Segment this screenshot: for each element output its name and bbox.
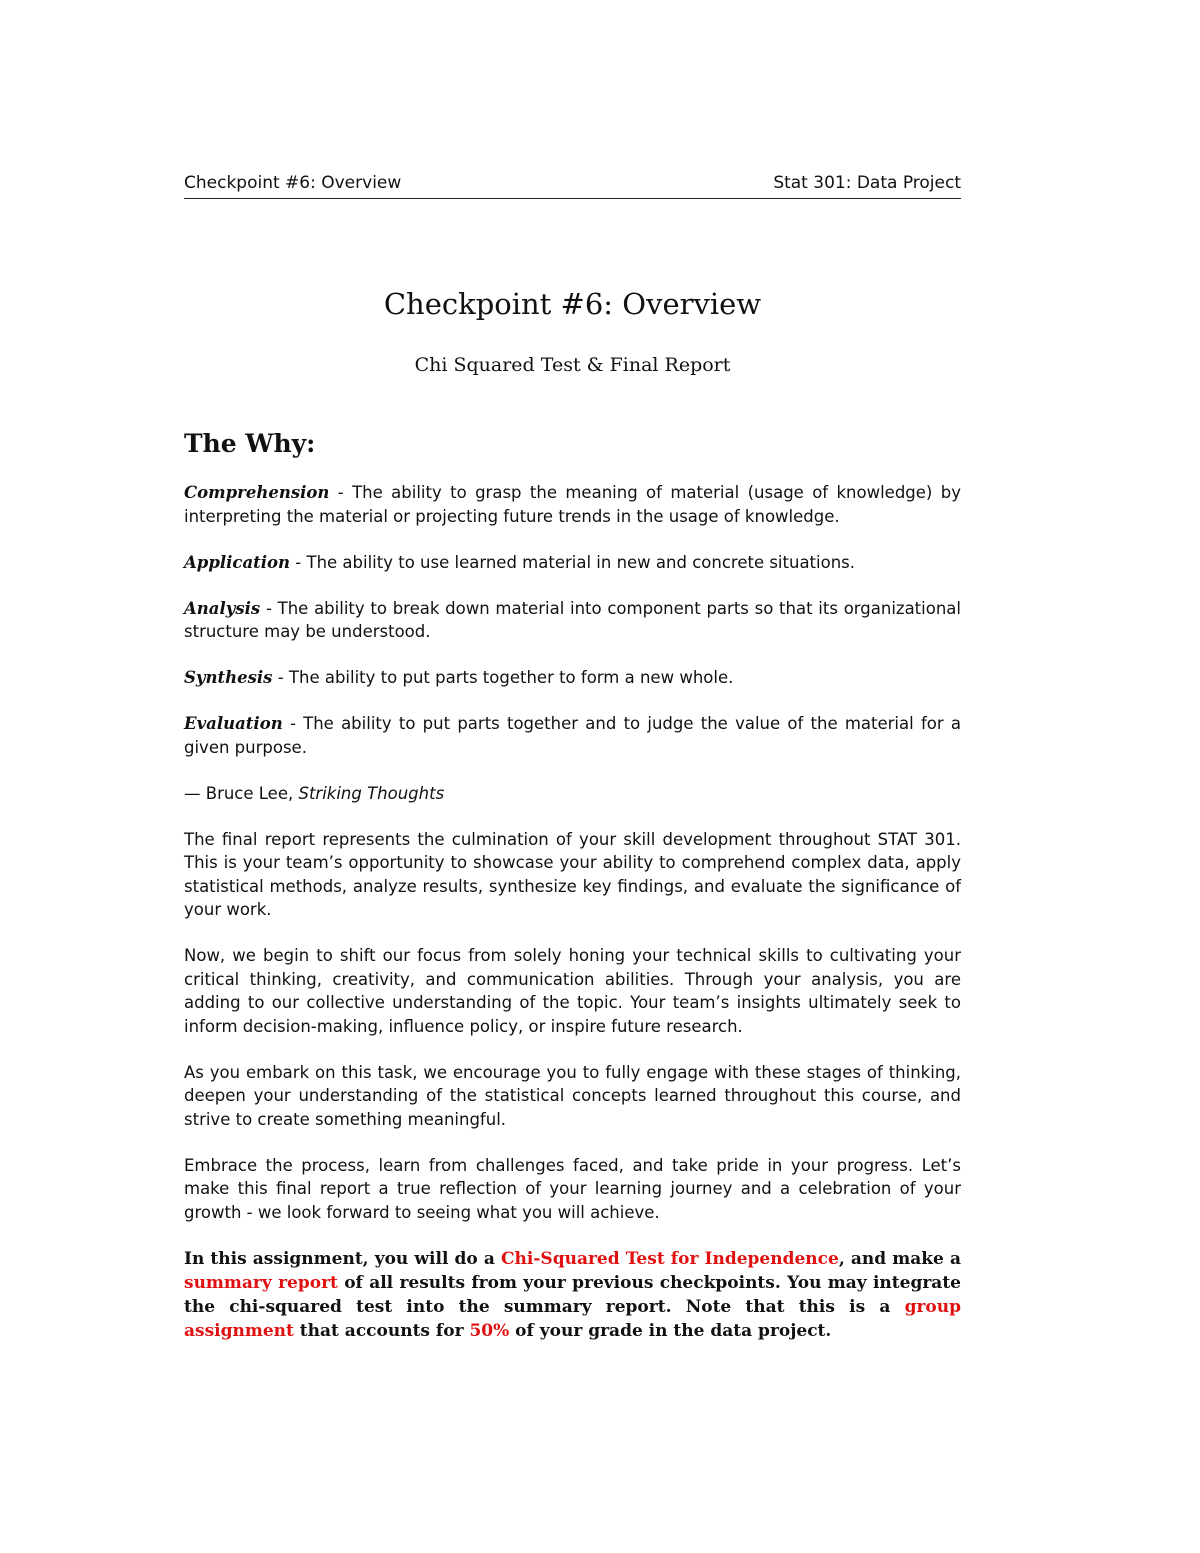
- definition-comprehension: [184, 481, 961, 528]
- page-title: Checkpoint #6: Overview: [383, 287, 762, 321]
- document-body: [184, 481, 961, 1365]
- assignment-summary: [184, 1247, 961, 1343]
- closing-text: of all results from your previous checkpoints. You may integrate the chi-squared test into the summary report. Note that this is a: [184, 1272, 961, 1317]
- paragraph-embrace: Embrace the process, learn from challenges faced, and take pride in your progress. Let’s make this final report a true reflection of your learning journey and a celebration of your growth - we look forward to seeing what you will achieve.: [184, 1155, 961, 1222]
- highlight-summary-report: summary report: [184, 1272, 338, 1293]
- definition-text: - The ability to break down material into component parts so that its organizational structure may be understood.: [184, 598, 961, 641]
- running-header: [184, 172, 961, 199]
- header-right-text: Stat 301: Data Project: [773, 173, 961, 193]
- section-heading: The Why:: [184, 429, 316, 458]
- page-subtitle: Chi Squared Test & Final Report: [414, 354, 731, 376]
- definition-evaluation: [184, 712, 961, 759]
- document-page: [184, 0, 961, 1553]
- definition-term: Analysis: [184, 598, 261, 618]
- highlight-chi-squared: Chi-Squared Test for Independence: [501, 1248, 839, 1269]
- definition-text: - The ability to put parts together to form a new whole.: [272, 668, 734, 687]
- attribution-book: Striking Thoughts: [298, 783, 445, 803]
- closing-text: of your grade in the data project.: [509, 1320, 832, 1341]
- attribution: [184, 782, 961, 806]
- attribution-prefix: — Bruce Lee,: [184, 783, 299, 803]
- paragraph-shift-focus: Now, we begin to shift our focus from solely honing your technical skills to cultivating your critical thinking, creativity, and communication abilities. Through your analysis, you are adding to our collective understanding of the topic. Your team’s insights ultimately seek to inform decision-making, influence policy, or inspire future research.: [184, 946, 961, 1036]
- definition-analysis: [184, 597, 961, 644]
- paragraph-embark: As you embark on this task, we encourage you to fully engage with these stages of thinking, deepen your understanding of the statistical concepts learned throughout this course, and strive to create something meaningful.: [184, 1062, 961, 1129]
- paragraph-final-report: The final report represents the culmination of your skill development throughout STAT 301. This is your team’s opportunity to showcase your ability to comprehend complex data, apply statistical methods, analyze results, synthesize key findings, and evaluate the significance of your work.: [184, 829, 961, 919]
- definition-text: - The ability to grasp the meaning of material (usage of knowledge) by interpreting the material or projecting future trends in the usage of knowledge.: [184, 483, 961, 526]
- definition-term: Application: [184, 552, 291, 572]
- definition-text: - The ability to use learned material in new and concrete situations.: [290, 552, 856, 572]
- highlight-percentage: 50%: [469, 1320, 510, 1341]
- closing-text: In this assignment, you will do a: [184, 1248, 502, 1269]
- definition-term: Comprehension: [184, 483, 330, 502]
- definition-term: Synthesis: [184, 668, 273, 687]
- closing-text: , and make a: [838, 1248, 961, 1269]
- definition-synthesis: [184, 666, 961, 690]
- header-left-text: Checkpoint #6: Overview: [184, 173, 402, 193]
- definition-application: [184, 551, 961, 575]
- definition-text: - The ability to put parts together and to judge the value of the material for a given purpose.: [184, 714, 961, 757]
- definition-term: Evaluation: [184, 714, 283, 733]
- closing-text: that accounts for: [293, 1320, 470, 1341]
- highlight-group-assignment: group assignment: [184, 1296, 961, 1341]
